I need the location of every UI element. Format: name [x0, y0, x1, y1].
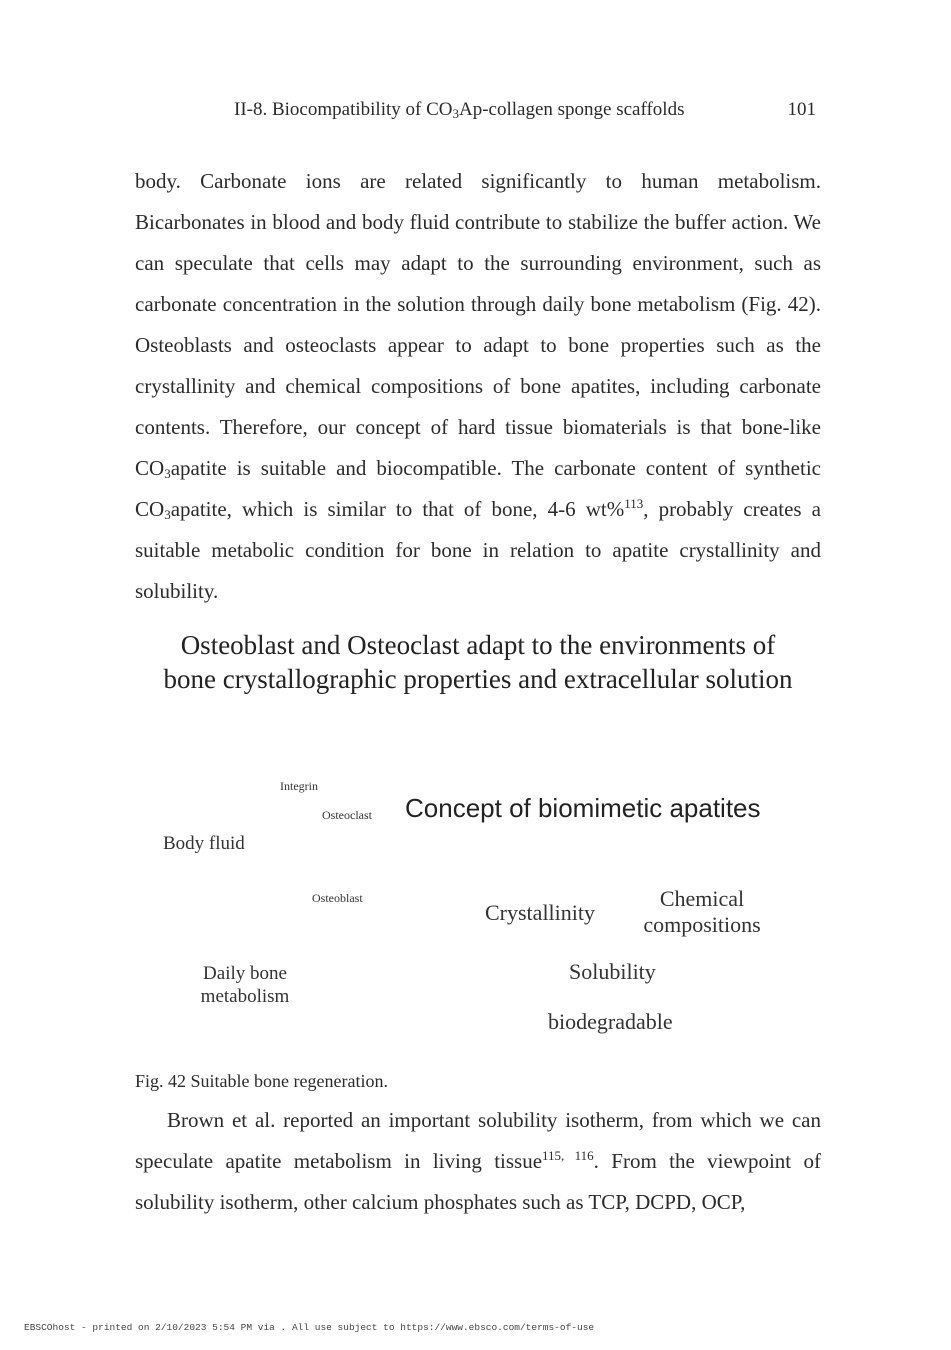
biodegradable-label: biodegradable [548, 1009, 673, 1034]
figure-42 [135, 628, 821, 1048]
integrin-label: Integrin [280, 779, 318, 793]
running-head-title: II-8. Biocompatibility of $CO_3Ap$-collagen sponge scaffolds [234, 99, 685, 121]
concept-title: Concept of biomimetic apatites [405, 793, 761, 823]
body-paragraph-2: Brown et al. reported an important solubility isotherm, from which we can speculate apatite metabolism in living tissue$^{115, 116}$. From the viewpoint of solubility isotherm, other calcium phosphates such as TCP, DCPD, OCP, [135, 1108, 821, 1214]
body-paragraph-1: body. Carbonate ions are related significantly to human metabolism. Bicarbonates in blood and body fluid contribute to stabilize the buffer action. We can speculate that cells may adapt to the surrounding environment, such as carbonate concentration in the solution through daily bone metabolism (Fig. 42). Osteoblasts and osteoclasts appear to adapt to bone properties such as the crystallinity and chemical compositions of bone apatites, including carbonate contents. Therefore, our concept of hard tissue biomaterials is that bone-like $CO_3apatite$ is suitable and biocompatible. The carbonate content of synthetic $CO_3apatite$, which is similar to that of bone, 4-6 wt%$^{113}$, probably creates a suitable metabolic condition for bone in relation to apatite crystallinity and solubility. [135, 169, 821, 603]
figure-title-line-1: Osteoblast and Osteoclast adapt to the environments of [180, 630, 776, 660]
print-footer: EBSCOhost - printed on 2/10/2023 5:54 PM via . All use subject to https://www.ebsco.com/terms-of-use [24, 1322, 595, 1333]
crystallinity-label: Crystallinity [485, 900, 595, 925]
figure-caption: Fig. 42 Suitable bone regeneration. [135, 1071, 388, 1091]
osteoclast-label: Osteoclast [322, 808, 372, 822]
figure-title-line-2: bone crystallographic properties and extracellular solution [163, 664, 793, 694]
figure-title [135, 628, 821, 696]
page-number: 101 [787, 99, 816, 120]
osteoblast-label: Osteoblast [312, 891, 363, 905]
daily-bone-metabolism-label: Daily bone metabolism [200, 963, 290, 1007]
solubility-label: Solubility [569, 959, 656, 984]
chemical-compositions-label: Chemical compositions [643, 886, 761, 937]
body-fluid-label: Body fluid [163, 833, 245, 854]
